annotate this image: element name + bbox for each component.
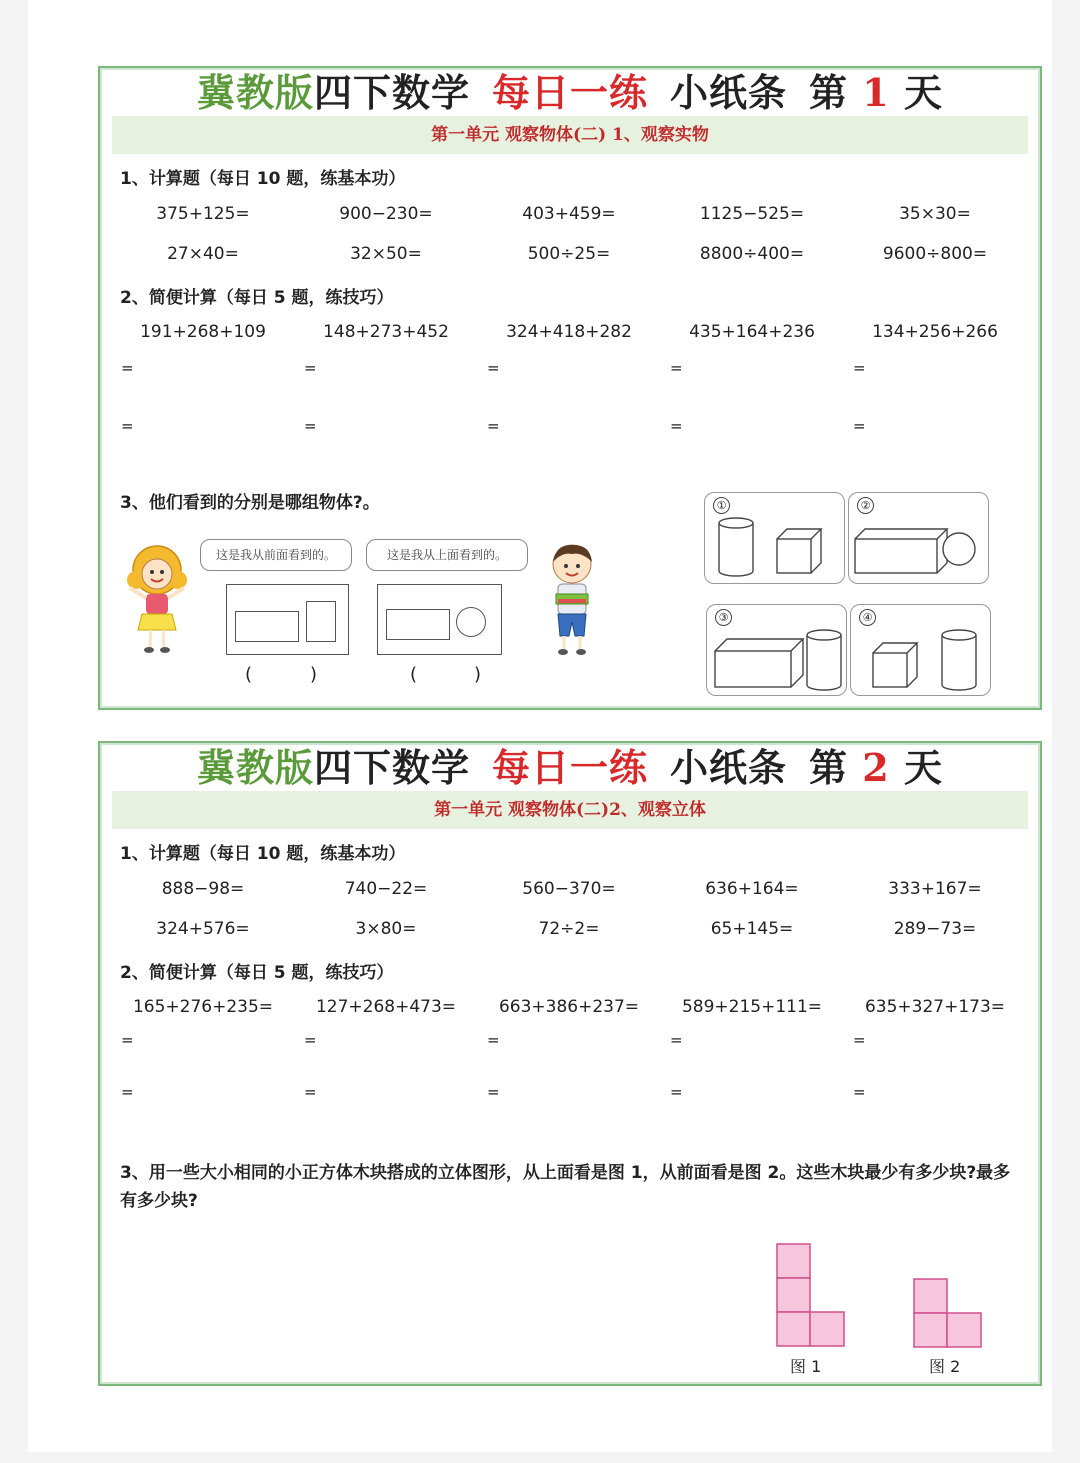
title-day-prefix: 第 [809, 70, 849, 115]
equals-sign: = [670, 359, 683, 377]
calc-problem: 333+167= [888, 879, 982, 899]
figure-2-front-view [913, 1278, 983, 1349]
option-3-box [706, 604, 847, 696]
equals-sign: = [487, 1031, 500, 1049]
option-number: ③ [715, 609, 732, 626]
calc-problem: 27×40= [167, 244, 239, 264]
calc-problem: 740−22= [344, 879, 428, 899]
title-day-suffix: 天 [903, 70, 943, 115]
calc-problem: 324+576= [156, 919, 250, 939]
equals-sign: = [853, 1083, 866, 1101]
equals-sign: = [670, 417, 683, 435]
speech-bubble-front: 这是我从前面看到的。 [200, 539, 352, 571]
option-number: ① [713, 497, 730, 514]
simple-calc-problem: 148+273+452 [323, 322, 449, 342]
title-publisher: 冀教版 [196, 745, 314, 790]
figure-1-label: 图 1 [790, 1357, 822, 1376]
calc-problem: 3×80= [355, 919, 417, 939]
option-number: ② [857, 497, 874, 514]
equals-sign: = [487, 1083, 500, 1101]
equals-sign: = [487, 359, 500, 377]
answer-paren-close: ) [474, 664, 482, 685]
worksheet-title [100, 68, 1040, 118]
title-publisher: 冀教版 [196, 70, 314, 115]
equals-sign: = [304, 1031, 317, 1049]
title-day-number: 1 [862, 70, 890, 115]
equals-sign: = [853, 1031, 866, 1049]
cuboid-and-cylinder-icon [707, 605, 846, 695]
calc-problem: 888−98= [161, 879, 245, 899]
calc-problem: 403+459= [522, 204, 616, 224]
answer-paren-open: ( [410, 664, 418, 685]
calc-problem: 32×50= [350, 244, 422, 264]
title-daily: 每日一练 [492, 70, 649, 115]
front-view-picture [226, 584, 349, 655]
cylinder-and-cube-icon [705, 493, 844, 583]
section-simple-calc-title: 2、简便计算（每日 5 题，练技巧） [120, 963, 394, 983]
title-day-prefix: 第 [809, 745, 849, 790]
title-note: 小纸条 [670, 70, 788, 115]
calc-problem: 560−370= [522, 879, 616, 899]
equals-sign: = [670, 1083, 683, 1101]
title-subject: 四下数学 [314, 70, 471, 115]
title-subject: 四下数学 [314, 745, 471, 790]
simple-calc-problem: 435+164+236 [689, 322, 815, 342]
worksheet-day-2 [98, 741, 1042, 1386]
option-4-box [850, 604, 991, 696]
equals-sign: = [121, 1083, 134, 1101]
section-observe-title: 3、他们看到的分别是哪组物体?。 [120, 493, 380, 513]
cuboid-and-sphere-icon [849, 493, 988, 583]
speech-bubble-top: 这是我从上面看到的。 [366, 539, 528, 571]
worksheet-day-1 [98, 66, 1042, 710]
section-calculation-title: 1、计算题（每日 10 题，练基本功） [120, 169, 406, 189]
calc-problem: 289−73= [893, 919, 977, 939]
calc-problem: 900−230= [339, 204, 433, 224]
equals-sign: = [670, 1031, 683, 1049]
top-view-picture [377, 584, 502, 655]
unit-banner: 第一单元 观察物体(二)2、观察立体 [112, 791, 1028, 829]
title-day-suffix: 天 [903, 745, 943, 790]
simple-calc-problem: 324+418+282 [506, 322, 632, 342]
option-number: ④ [859, 609, 876, 626]
section-simple-calc-title: 2、简便计算（每日 5 题，练技巧） [120, 288, 394, 308]
page [28, 0, 1052, 1452]
equals-sign: = [487, 417, 500, 435]
simple-calc-problem: 127+268+473= [315, 997, 457, 1017]
calc-problem: 65+145= [710, 919, 794, 939]
cube-and-cylinder-icon [851, 605, 990, 695]
equals-sign: = [121, 1031, 134, 1049]
equals-sign: = [304, 417, 317, 435]
figure-1-top-view [776, 1243, 846, 1349]
title-day-number: 2 [862, 745, 890, 790]
option-1-box [704, 492, 845, 584]
answer-paren-open: ( [245, 664, 253, 685]
unit-banner: 第一单元 观察物体(二) 1、观察实物 [112, 116, 1028, 154]
worksheet-title [100, 743, 1040, 793]
simple-calc-problem: 635+327+173= [864, 997, 1006, 1017]
title-note: 小纸条 [670, 745, 788, 790]
equals-sign: = [853, 359, 866, 377]
simple-calc-problem: 165+276+235= [132, 997, 274, 1017]
calc-problem: 9600÷800= [882, 244, 988, 264]
simple-calc-problem: 134+256+266 [872, 322, 998, 342]
simple-calc-problem: 663+386+237= [498, 997, 640, 1017]
title-daily: 每日一练 [492, 745, 649, 790]
section-calculation-title: 1、计算题（每日 10 题，练基本功） [120, 844, 406, 864]
calc-problem: 375+125= [156, 204, 250, 224]
calc-problem: 500÷25= [527, 244, 611, 264]
simple-calc-problem: 589+215+111= [681, 997, 823, 1017]
calc-problem: 72÷2= [538, 919, 600, 939]
equals-sign: = [304, 359, 317, 377]
calc-problem: 8800÷400= [699, 244, 805, 264]
equals-sign: = [304, 1083, 317, 1101]
calc-problem: 1125−525= [699, 204, 805, 224]
girl-illustration [122, 544, 192, 656]
boy-illustration [542, 542, 602, 658]
simple-calc-problem: 191+268+109 [140, 322, 266, 342]
equals-sign: = [853, 417, 866, 435]
calc-problem: 35×30= [899, 204, 971, 224]
cube-question-text: 3、用一些大小相同的小正方体木块搭成的立体图形，从上面看是图 1，从前面看是图 2。这些木块最少有多少块?最多有多少块? [120, 1163, 1011, 1211]
equals-sign: = [121, 417, 134, 435]
equals-sign: = [121, 359, 134, 377]
figure-2-label: 图 2 [929, 1357, 961, 1376]
option-2-box [848, 492, 989, 584]
calc-problem: 636+164= [705, 879, 799, 899]
answer-paren-close: ) [310, 664, 318, 685]
